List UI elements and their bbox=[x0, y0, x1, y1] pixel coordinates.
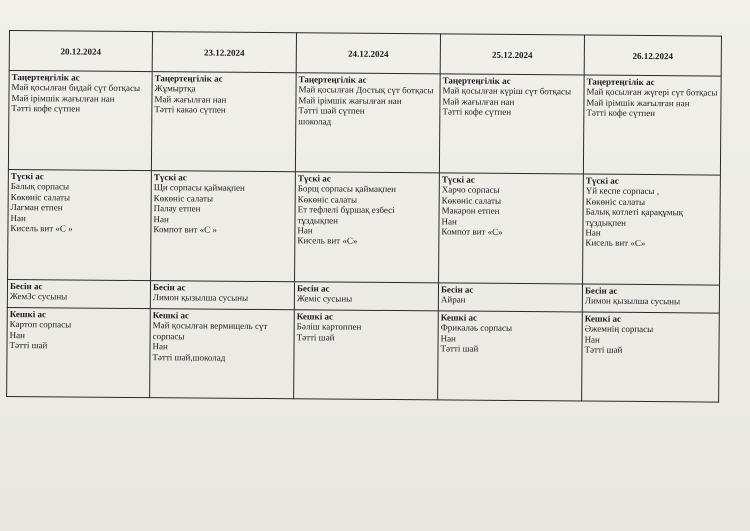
menu-item: Май ірімшік жағылған нан bbox=[298, 95, 402, 106]
meal-title: Бесін ас bbox=[296, 283, 330, 294]
meal-title: Таңертеңгілік ас bbox=[442, 75, 511, 86]
menu-item: Картоп сорпасы bbox=[9, 319, 72, 330]
menu-item: Көкөніс салаты bbox=[10, 191, 71, 203]
meal-title: Бесін ас bbox=[9, 281, 43, 292]
menu-item: Тәтті какао сүтпен bbox=[154, 104, 226, 115]
menu-item: Май ірімшік жағылған нан bbox=[11, 92, 115, 104]
meal-cell bbox=[294, 282, 438, 311]
menu-item: Нан bbox=[585, 227, 601, 238]
date-cell: 20.12.2024 bbox=[9, 31, 152, 72]
meal-cell bbox=[582, 284, 719, 313]
meal-cell bbox=[294, 310, 439, 400]
menu-item: Тәтті шай bbox=[584, 344, 623, 356]
menu-item: Май жағылған нан bbox=[154, 93, 227, 105]
meal-cell bbox=[438, 311, 583, 401]
menu-item: Компот вит «С » bbox=[153, 224, 217, 235]
date-cell: 24.12.2024 bbox=[296, 33, 440, 74]
meal-cell bbox=[295, 172, 440, 283]
menu-item: Палау етпен bbox=[153, 203, 201, 214]
dinner-row bbox=[7, 307, 720, 402]
menu-item: Компот вит «С» bbox=[441, 226, 503, 237]
menu-item: шоколад bbox=[298, 115, 332, 127]
menu-item: Жұмыртқа bbox=[154, 83, 196, 94]
meal-title: Таңертеңгілік ас bbox=[11, 72, 80, 83]
date-cell: 26.12.2024 bbox=[584, 35, 721, 76]
meal-cell bbox=[295, 73, 440, 173]
meal-cell bbox=[583, 75, 721, 175]
menu-item: Лимон қызылша сусыны bbox=[584, 295, 681, 307]
meal-cell bbox=[7, 279, 150, 308]
menu-item: Үй кеспе сорпасы , bbox=[585, 185, 660, 197]
menu-item: Жеміс сусыны bbox=[296, 293, 353, 305]
menu-item: Кисель вит «С » bbox=[10, 223, 73, 234]
breakfast-row bbox=[8, 71, 721, 176]
menu-item: Май жағылған нан bbox=[442, 96, 515, 107]
menu-item: Май қосылған жүгері сүт ботқасы bbox=[586, 86, 718, 98]
meal-title: Кешкі ас bbox=[584, 313, 622, 324]
lunch-row bbox=[8, 169, 721, 285]
menu-item: Айран bbox=[440, 294, 466, 305]
menu-item: Кисель вит «С» bbox=[585, 237, 646, 249]
meal-title: Түскі ас bbox=[153, 172, 187, 183]
meal-cell bbox=[583, 174, 721, 285]
menu-item: Балық сорпасы bbox=[10, 181, 70, 192]
menu-item: Нан bbox=[9, 329, 25, 340]
menu-item: Нан bbox=[152, 341, 168, 352]
meal-title: Таңертеңгілік ас bbox=[154, 73, 223, 84]
date-row bbox=[9, 31, 721, 77]
meal-cell bbox=[8, 169, 152, 280]
menu-item: ЖемЗс сусыны bbox=[9, 291, 68, 302]
menu-item: Тәтті шәй сүтпен bbox=[298, 105, 365, 117]
menu-item: Нан bbox=[297, 225, 313, 236]
meal-title: Түскі ас bbox=[585, 175, 619, 186]
menu-item: Тәтті шәй bbox=[296, 332, 335, 343]
menu-item: Балық котлеті қарақұмық тұздықпен bbox=[585, 206, 684, 228]
menu-item: Көкөніс салаты bbox=[441, 195, 502, 206]
menu-item: Май қосылған күріш сүт ботқасы bbox=[442, 85, 572, 97]
meal-cell bbox=[150, 281, 294, 310]
menu-item: Көкөніс салаты bbox=[153, 192, 214, 204]
menu-item: Тәтті шай,шоколад bbox=[152, 351, 226, 363]
menu-item: Көкөніс салаты bbox=[585, 196, 646, 207]
meal-cell bbox=[151, 171, 296, 282]
menu-item: Май қосылған вермищель сүт сорпасы bbox=[152, 320, 268, 342]
menu-item: Тәтті кофе сүтпен bbox=[586, 107, 656, 119]
menu-item: Ет тефлелі бұршақ езбесі тұздықпен bbox=[297, 204, 395, 226]
meal-title: Бесін ас bbox=[152, 282, 186, 293]
meal-title: Таңертеңгілік ас bbox=[298, 74, 367, 85]
date-cell: 25.12.2024 bbox=[440, 34, 584, 75]
menu-item: Нан bbox=[441, 216, 457, 227]
menu-item: Май ірімшік жағылған нан bbox=[586, 97, 690, 109]
meal-cell bbox=[7, 307, 151, 397]
menu-item: Тәтті кофе сүтпен bbox=[11, 103, 81, 114]
menu-item: Нан bbox=[10, 212, 26, 223]
menu-item: Нан bbox=[440, 333, 456, 344]
menu-item: Тәтті шай bbox=[9, 340, 48, 351]
menu-item: Нан bbox=[584, 334, 600, 345]
menu-item: Лимон қызылша сусыны bbox=[152, 292, 249, 304]
meal-title: Таңертеңгілік ас bbox=[586, 76, 655, 88]
menu-item: Тәтті кофе сүтпен bbox=[442, 106, 512, 118]
menu-item: Щи сорпасы қаймақпен bbox=[153, 182, 245, 194]
menu-item: Май қосылған бидай сүт ботқасы bbox=[11, 82, 141, 94]
meal-title: Кешкі ас bbox=[296, 311, 334, 322]
meal-cell bbox=[439, 74, 584, 174]
meal-cell bbox=[150, 309, 295, 399]
menu-item: Борщ сорпасы қаймақпен bbox=[297, 183, 397, 195]
meal-title: Түскі ас bbox=[441, 174, 475, 185]
menu-item: Харчо сорпасы bbox=[441, 184, 500, 196]
meal-title: Бесін ас bbox=[584, 285, 618, 296]
menu-item: Фрикаләь сорпасы bbox=[440, 322, 513, 334]
menu-item: Әжемнің сорпасы bbox=[584, 323, 654, 335]
meal-title: Кешкі ас bbox=[440, 312, 478, 323]
menu-item: Көкөніс салаты bbox=[297, 194, 358, 205]
meal-cell bbox=[8, 71, 152, 171]
meal-title: Түскі ас bbox=[297, 173, 331, 184]
date-cell: 23.12.2024 bbox=[152, 32, 296, 73]
menu-item: Макарон етпен bbox=[441, 205, 500, 217]
meal-cell bbox=[439, 173, 584, 284]
menu-item: Май қосылған Достық сүт ботқасы bbox=[298, 84, 434, 96]
menu-item: Нан bbox=[153, 213, 169, 224]
meal-title: Бесін ас bbox=[440, 284, 474, 295]
menu-item: Кисель вит «С» bbox=[297, 235, 358, 247]
menu-item: Лагман етпен bbox=[10, 202, 63, 213]
meal-title: Кешкі ас bbox=[9, 309, 47, 320]
meal-cell bbox=[582, 312, 720, 402]
meal-title: Түскі ас bbox=[10, 171, 44, 182]
meal-cell bbox=[438, 283, 582, 312]
weekly-menu-table bbox=[6, 30, 722, 403]
menu-item: Тәтті шай bbox=[440, 343, 479, 354]
meal-cell bbox=[151, 72, 296, 172]
menu-item: Бәліш картоппен bbox=[296, 321, 362, 333]
meal-title: Кешкі ас bbox=[152, 310, 190, 321]
